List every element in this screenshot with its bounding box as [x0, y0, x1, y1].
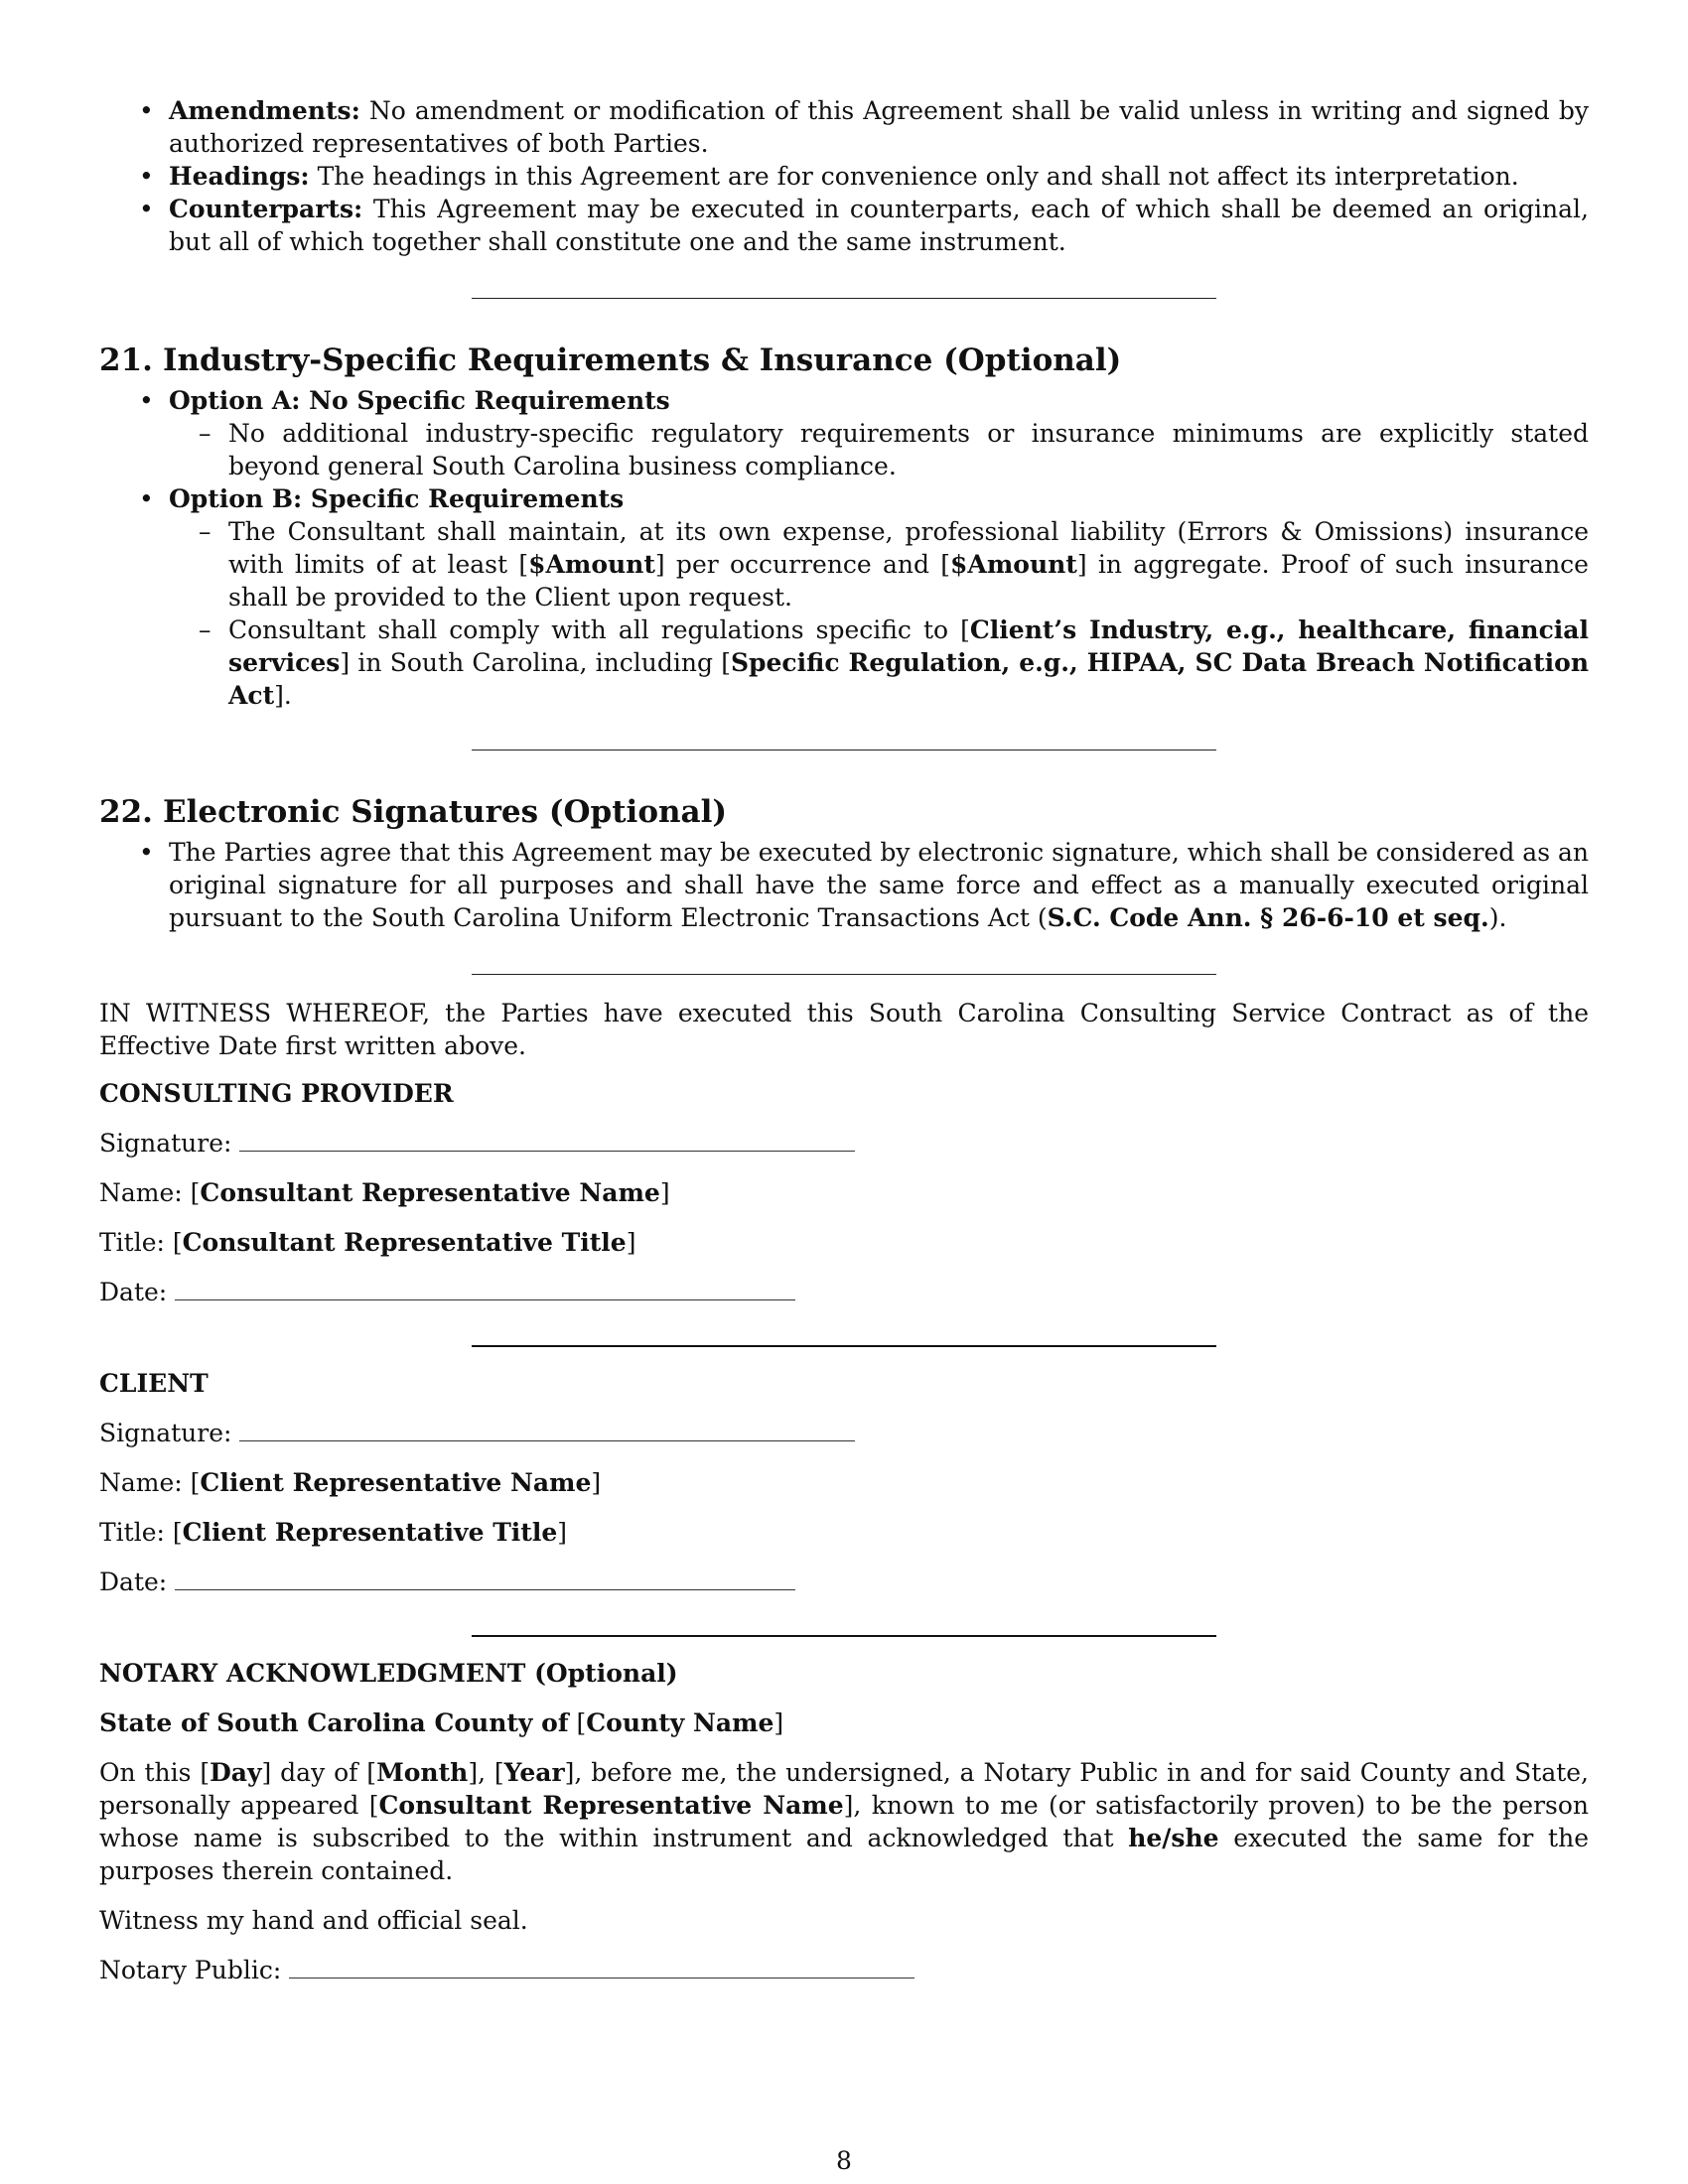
notary-acknowledgment-text: On this [Day] day of [Month], [Year], before me, the undersigned, a Notary Public in and for said County and State, personally appeared [Consultant Representative Name], known to me (or satisfactorily proven) to be the person whose name is subscribed to the within instrument and acknowledged that he/she executed the same for the purposes therein contained. [99, 1758, 1590, 1885]
notary-signature-line[interactable] [289, 1958, 914, 1979]
option-b: • Option B: Specific Requirements – The Consultant shall maintain, at its own expense, professional liability (Errors & Omissions) insurance with limits of at least [$Amount] per occurrence and [$Amount] in aggregate. Proof of such insurance shall be provided to the Client upon request. – Consultant shall comply with all regulations specific to [Client’s Industry, e.g., healthcare, financial services] in South Carolina, including [Specific Regulation, e.g., HIPAA, SC Data Breach Notification Act]. [99, 482, 1589, 712]
notary-state-county: State of South Carolina County of [County Name] [99, 1708, 784, 1737]
document-page [99, 94, 1589, 1986]
provider-name-row: Name: [Consultant Representative Name] [99, 1178, 670, 1207]
client-date-line[interactable] [175, 1570, 795, 1590]
provider-date-line[interactable] [175, 1280, 795, 1300]
page-number: 8 [836, 2146, 852, 2175]
client-signature-line[interactable] [239, 1421, 855, 1441]
section-divider [472, 298, 1216, 299]
provider-signature-line[interactable] [239, 1131, 855, 1152]
notary-witness-line: Witness my hand and official seal. [99, 1906, 528, 1935]
section-21-options [99, 384, 1589, 712]
provider-heading: CONSULTING PROVIDER [99, 1079, 454, 1108]
witness-statement: IN WITNESS WHEREOF, the Parties have executed this South Carolina Consulting Service Contract as of the Effective Date first written above. [99, 999, 1589, 1060]
notary-public-row: Notary Public: [99, 1954, 1589, 1986]
provider-date-row: Date: [99, 1276, 1589, 1308]
provider-title-row: Title: [Consultant Representative Title] [99, 1228, 636, 1257]
section-divider [472, 974, 1216, 975]
client-date-row: Date: [99, 1566, 1589, 1598]
list-item: – The Consultant shall maintain, at its own expense, professional liability (Errors & Omissions) insurance with limits of at least [$Amount] per occurrence and [$Amount] in aggregate. Proof of such insurance shall be provided to the Client upon request. [169, 515, 1589, 614]
provider-signature-row: Signature: [99, 1127, 1589, 1160]
list-item: – Consultant shall comply with all regulations specific to [Client’s Industry, e.g., healthcare, financial services] in South Carolina, including [Specific Regulation, e.g., HIPAA, SC Data Breach Notification Act]. [169, 614, 1589, 712]
list-item: • The Parties agree that this Agreement may be executed by electronic signature, which shall be considered as an original signature for all purposes and shall have the same force and effect as a manually executed original pursuant to the South Carolina Uniform Electronic Transactions Act (S.C. Code Ann. § 26-6-10 et seq.). [99, 836, 1589, 934]
list-item: • Amendments: No amendment or modification of this Agreement shall be valid unless in writing and signed by authorized representatives of both Parties. [99, 94, 1589, 160]
general-provisions-list [99, 94, 1589, 258]
option-a: • Option A: No Specific Requirements – No additional industry-specific regulatory requirements or insurance minimums are explicitly stated beyond general South Carolina business compliance. [99, 384, 1589, 482]
list-item: – No additional industry-specific regulatory requirements or insurance minimums are explicitly stated beyond general South Carolina business compliance. [169, 417, 1589, 482]
client-name-row: Name: [Client Representative Name] [99, 1468, 602, 1497]
list-item: • Counterparts: This Agreement may be executed in counterparts, each of which shall be deemed an original, but all of which together shall constitute one and the same instrument. [99, 193, 1589, 258]
section-22-list [99, 836, 1589, 934]
client-signature-row: Signature: [99, 1417, 1589, 1449]
client-title-row: Title: [Client Representative Title] [99, 1518, 568, 1547]
notary-heading: NOTARY ACKNOWLEDGMENT (Optional) [99, 1659, 678, 1688]
section-divider [472, 1635, 1216, 1637]
section-21-heading: 21. Industry-Specific Requirements & Insurance (Optional) [99, 342, 1122, 378]
section-divider [472, 1345, 1216, 1347]
section-22-heading: 22. Electronic Signatures (Optional) [99, 794, 728, 830]
list-item: • Headings: The headings in this Agreement are for convenience only and shall not affect its interpretation. [99, 160, 1589, 193]
client-heading: CLIENT [99, 1369, 209, 1398]
section-divider [472, 750, 1216, 751]
